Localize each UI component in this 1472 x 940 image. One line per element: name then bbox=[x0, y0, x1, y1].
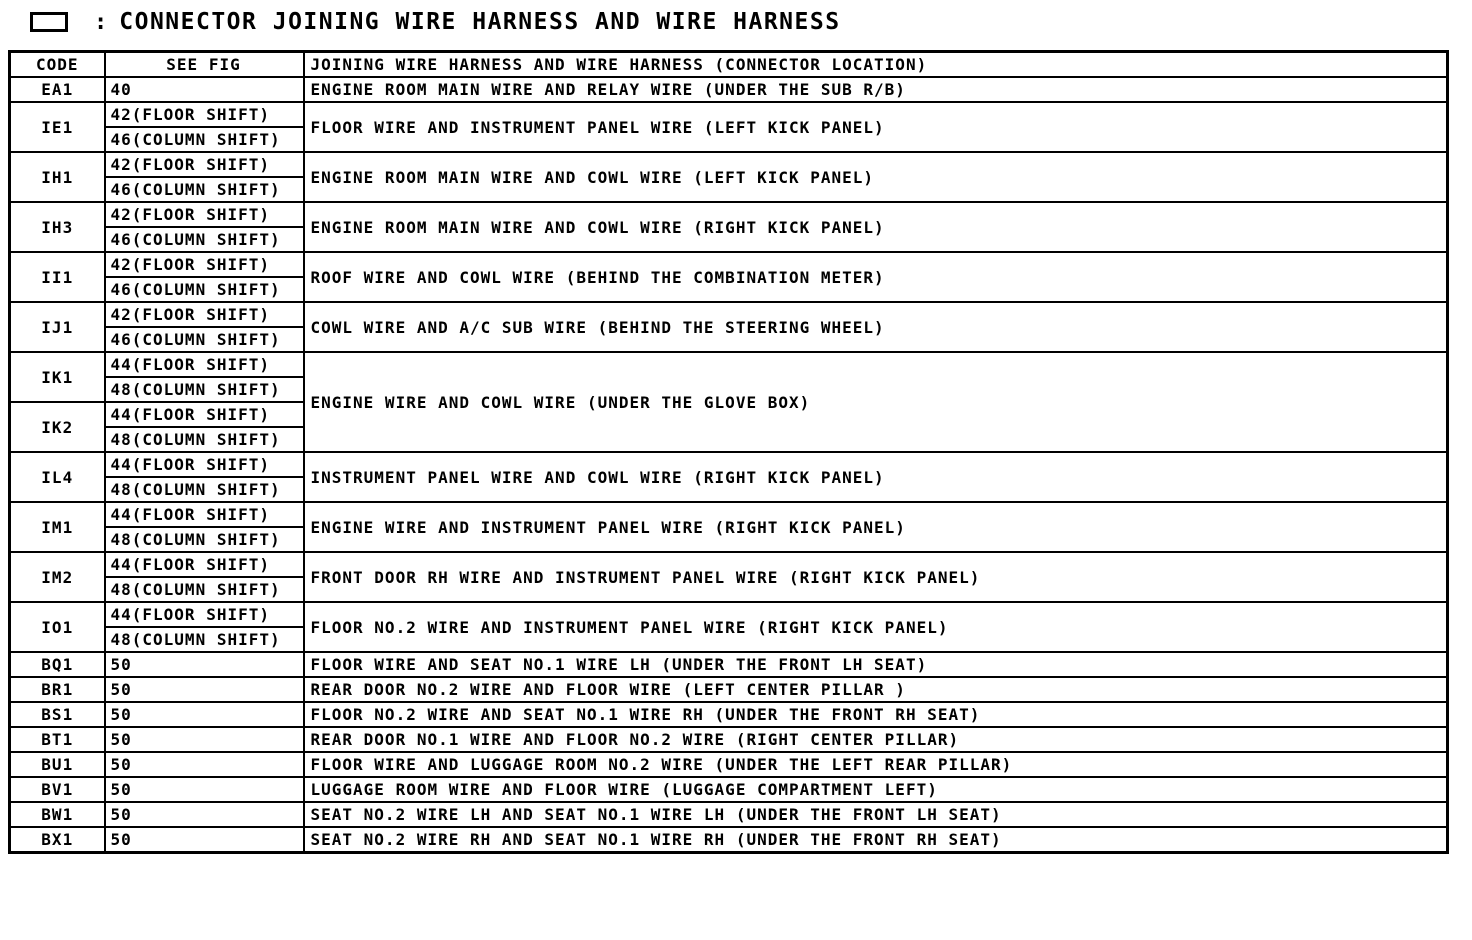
connector-code-cell: IH3 bbox=[10, 202, 105, 252]
table-row bbox=[10, 352, 1448, 377]
table-row bbox=[10, 102, 1448, 127]
see-fig-cell: 44(FLOOR SHIFT) bbox=[105, 452, 304, 477]
connector-code-cell: BS1 bbox=[10, 702, 105, 727]
see-fig-cell: 42(FLOOR SHIFT) bbox=[105, 102, 304, 127]
location-cell: FLOOR WIRE AND LUGGAGE ROOM NO.2 WIRE (UNDER THE LEFT REAR PILLAR) bbox=[304, 752, 1448, 777]
table-row bbox=[10, 452, 1448, 477]
location-cell: FLOOR NO.2 WIRE AND INSTRUMENT PANEL WIRE (RIGHT KICK PANEL) bbox=[304, 602, 1448, 652]
see-fig-cell: 48(COLUMN SHIFT) bbox=[105, 477, 304, 502]
location-cell: SEAT NO.2 WIRE RH AND SEAT NO.1 WIRE RH (UNDER THE FRONT RH SEAT) bbox=[304, 827, 1448, 853]
see-fig-cell: 48(COLUMN SHIFT) bbox=[105, 577, 304, 602]
see-fig-cell: 42(FLOOR SHIFT) bbox=[105, 302, 304, 327]
see-fig-cell: 46(COLUMN SHIFT) bbox=[105, 127, 304, 152]
see-fig-cell: 46(COLUMN SHIFT) bbox=[105, 227, 304, 252]
see-fig-cell: 44(FLOOR SHIFT) bbox=[105, 402, 304, 427]
column-header-code: CODE bbox=[10, 52, 105, 78]
see-fig-cell: 44(FLOOR SHIFT) bbox=[105, 352, 304, 377]
connector-code-cell: BX1 bbox=[10, 827, 105, 853]
connector-code-cell: IJ1 bbox=[10, 302, 105, 352]
see-fig-cell: 50 bbox=[105, 652, 304, 677]
see-fig-cell: 44(FLOOR SHIFT) bbox=[105, 602, 304, 627]
see-fig-cell: 50 bbox=[105, 827, 304, 853]
connector-code-cell: BU1 bbox=[10, 752, 105, 777]
table-row bbox=[10, 152, 1448, 177]
see-fig-cell: 46(COLUMN SHIFT) bbox=[105, 277, 304, 302]
location-cell: ENGINE ROOM MAIN WIRE AND COWL WIRE (RIGHT KICK PANEL) bbox=[304, 202, 1448, 252]
location-cell: ENGINE ROOM MAIN WIRE AND RELAY WIRE (UNDER THE SUB R/B) bbox=[304, 77, 1448, 102]
see-fig-cell: 40 bbox=[105, 77, 304, 102]
see-fig-cell: 46(COLUMN SHIFT) bbox=[105, 177, 304, 202]
see-fig-cell: 48(COLUMN SHIFT) bbox=[105, 527, 304, 552]
connector-code-cell: IM1 bbox=[10, 502, 105, 552]
see-fig-cell: 46(COLUMN SHIFT) bbox=[105, 327, 304, 352]
see-fig-cell: 48(COLUMN SHIFT) bbox=[105, 377, 304, 402]
location-cell: FLOOR NO.2 WIRE AND SEAT NO.1 WIRE RH (UNDER THE FRONT RH SEAT) bbox=[304, 702, 1448, 727]
see-fig-cell: 50 bbox=[105, 752, 304, 777]
location-cell: SEAT NO.2 WIRE LH AND SEAT NO.1 WIRE LH (UNDER THE FRONT LH SEAT) bbox=[304, 802, 1448, 827]
location-cell: REAR DOOR NO.1 WIRE AND FLOOR NO.2 WIRE (RIGHT CENTER PILLAR) bbox=[304, 727, 1448, 752]
connector-code-cell: IH1 bbox=[10, 152, 105, 202]
location-cell: FLOOR WIRE AND INSTRUMENT PANEL WIRE (LEFT KICK PANEL) bbox=[304, 102, 1448, 152]
connector-table bbox=[8, 50, 1449, 854]
connector-code-cell: IK2 bbox=[10, 402, 105, 452]
connector-code-cell: IO1 bbox=[10, 602, 105, 652]
location-cell: INSTRUMENT PANEL WIRE AND COWL WIRE (RIGHT KICK PANEL) bbox=[304, 452, 1448, 502]
connector-code-cell: IK1 bbox=[10, 352, 105, 402]
location-cell: FLOOR WIRE AND SEAT NO.1 WIRE LH (UNDER THE FRONT LH SEAT) bbox=[304, 652, 1448, 677]
connector-code-cell: IL4 bbox=[10, 452, 105, 502]
page-header bbox=[30, 6, 841, 38]
connector-code-cell: BV1 bbox=[10, 777, 105, 802]
see-fig-cell: 48(COLUMN SHIFT) bbox=[105, 627, 304, 652]
table-header-row bbox=[10, 52, 1448, 78]
table-row bbox=[10, 727, 1448, 752]
connector-table-body bbox=[10, 52, 1448, 853]
location-cell: LUGGAGE ROOM WIRE AND FLOOR WIRE (LUGGAGE COMPARTMENT LEFT) bbox=[304, 777, 1448, 802]
see-fig-cell: 42(FLOOR SHIFT) bbox=[105, 252, 304, 277]
legend-colon: : bbox=[94, 9, 108, 35]
connector-code-cell: BT1 bbox=[10, 727, 105, 752]
table-row bbox=[10, 677, 1448, 702]
location-cell: FRONT DOOR RH WIRE AND INSTRUMENT PANEL WIRE (RIGHT KICK PANEL) bbox=[304, 552, 1448, 602]
connector-code-cell: BQ1 bbox=[10, 652, 105, 677]
location-cell: REAR DOOR NO.2 WIRE AND FLOOR WIRE (LEFT CENTER PILLAR ) bbox=[304, 677, 1448, 702]
see-fig-cell: 50 bbox=[105, 802, 304, 827]
table-row bbox=[10, 752, 1448, 777]
connector-code-cell: BR1 bbox=[10, 677, 105, 702]
table-row bbox=[10, 77, 1448, 102]
see-fig-cell: 50 bbox=[105, 727, 304, 752]
table-row bbox=[10, 602, 1448, 627]
connector-code-cell: EA1 bbox=[10, 77, 105, 102]
location-cell: ENGINE WIRE AND INSTRUMENT PANEL WIRE (RIGHT KICK PANEL) bbox=[304, 502, 1448, 552]
table-row bbox=[10, 827, 1448, 853]
column-header-location: JOINING WIRE HARNESS AND WIRE HARNESS (CONNECTOR LOCATION) bbox=[304, 52, 1448, 78]
table-row bbox=[10, 202, 1448, 227]
table-row bbox=[10, 302, 1448, 327]
location-cell: COWL WIRE AND A/C SUB WIRE (BEHIND THE STEERING WHEEL) bbox=[304, 302, 1448, 352]
see-fig-cell: 44(FLOOR SHIFT) bbox=[105, 502, 304, 527]
see-fig-cell: 50 bbox=[105, 677, 304, 702]
table-row bbox=[10, 777, 1448, 802]
connector-code-cell: IM2 bbox=[10, 552, 105, 602]
table-row bbox=[10, 702, 1448, 727]
see-fig-cell: 50 bbox=[105, 777, 304, 802]
connector-legend-box-icon bbox=[30, 12, 68, 32]
page-title: CONNECTOR JOINING WIRE HARNESS AND WIRE HARNESS bbox=[119, 9, 841, 35]
location-cell: ENGINE WIRE AND COWL WIRE (UNDER THE GLOVE BOX) bbox=[304, 352, 1448, 452]
see-fig-cell: 50 bbox=[105, 702, 304, 727]
location-cell: ENGINE ROOM MAIN WIRE AND COWL WIRE (LEFT KICK PANEL) bbox=[304, 152, 1448, 202]
connector-code-cell: IE1 bbox=[10, 102, 105, 152]
see-fig-cell: 42(FLOOR SHIFT) bbox=[105, 202, 304, 227]
see-fig-cell: 44(FLOOR SHIFT) bbox=[105, 552, 304, 577]
table-row bbox=[10, 552, 1448, 577]
connector-code-cell: II1 bbox=[10, 252, 105, 302]
see-fig-cell: 48(COLUMN SHIFT) bbox=[105, 427, 304, 452]
connector-code-cell: BW1 bbox=[10, 802, 105, 827]
column-header-see-fig: SEE FIG bbox=[105, 52, 304, 78]
table-row bbox=[10, 252, 1448, 277]
table-row bbox=[10, 652, 1448, 677]
location-cell: ROOF WIRE AND COWL WIRE (BEHIND THE COMBINATION METER) bbox=[304, 252, 1448, 302]
table-row bbox=[10, 802, 1448, 827]
see-fig-cell: 42(FLOOR SHIFT) bbox=[105, 152, 304, 177]
table-row bbox=[10, 502, 1448, 527]
